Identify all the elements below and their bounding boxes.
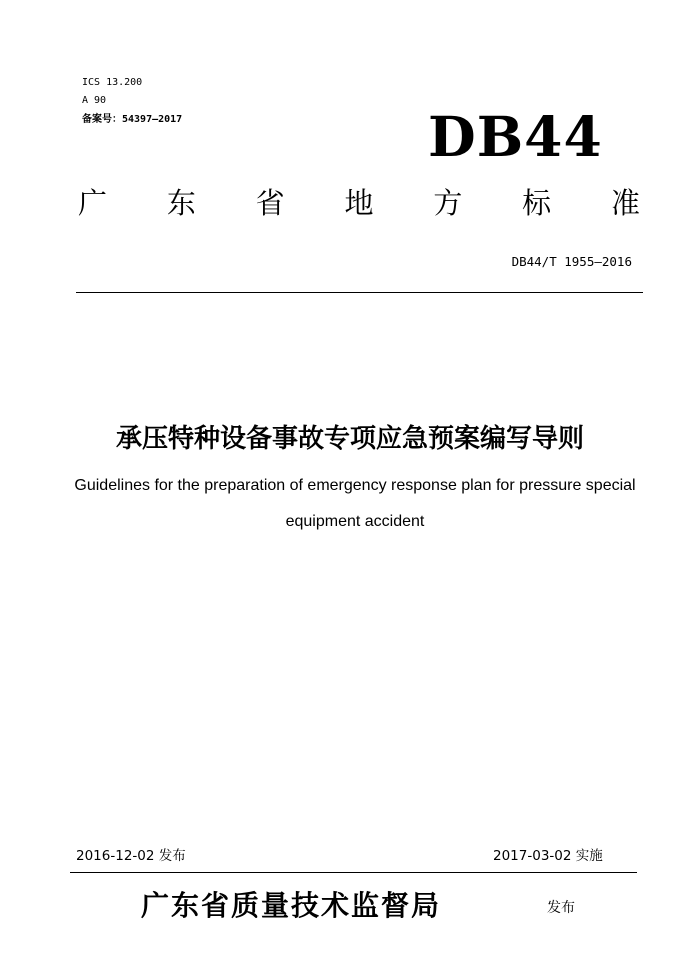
standard-type-char: 准 bbox=[610, 186, 640, 220]
publisher-suffix: 发布 bbox=[547, 900, 575, 916]
header-divider bbox=[76, 292, 643, 293]
standard-number: DB44/T 1955—2016 bbox=[511, 254, 632, 269]
ics-code: ICS 13.200 bbox=[82, 77, 143, 88]
standard-type-char: 东 bbox=[166, 186, 196, 220]
standard-type-char: 标 bbox=[522, 186, 552, 220]
standard-type-char: 方 bbox=[433, 186, 463, 220]
document-title-english: Guidelines for the preparation of emergency response plan for pressure special equipment accident bbox=[74, 477, 636, 530]
standard-type-char: 省 bbox=[255, 186, 285, 220]
db-code: DB44 bbox=[428, 104, 603, 169]
publisher-name: 广东省质量技术监督局 bbox=[141, 889, 442, 922]
standard-type-char: 广 bbox=[78, 186, 108, 220]
record-number: 备案号：54397—2017 bbox=[82, 114, 183, 125]
standard-type-char: 地 bbox=[344, 186, 374, 220]
document-title-chinese: 承压特种设备事故专项应急预案编写导则 bbox=[115, 424, 584, 454]
classification-code: A 90 bbox=[82, 95, 107, 106]
issue-date: 2016-12-02 发布 bbox=[76, 848, 186, 864]
implementation-date: 2017-03-02 实施 bbox=[493, 848, 603, 864]
footer-divider bbox=[70, 872, 637, 873]
standard-type-heading bbox=[78, 183, 640, 223]
